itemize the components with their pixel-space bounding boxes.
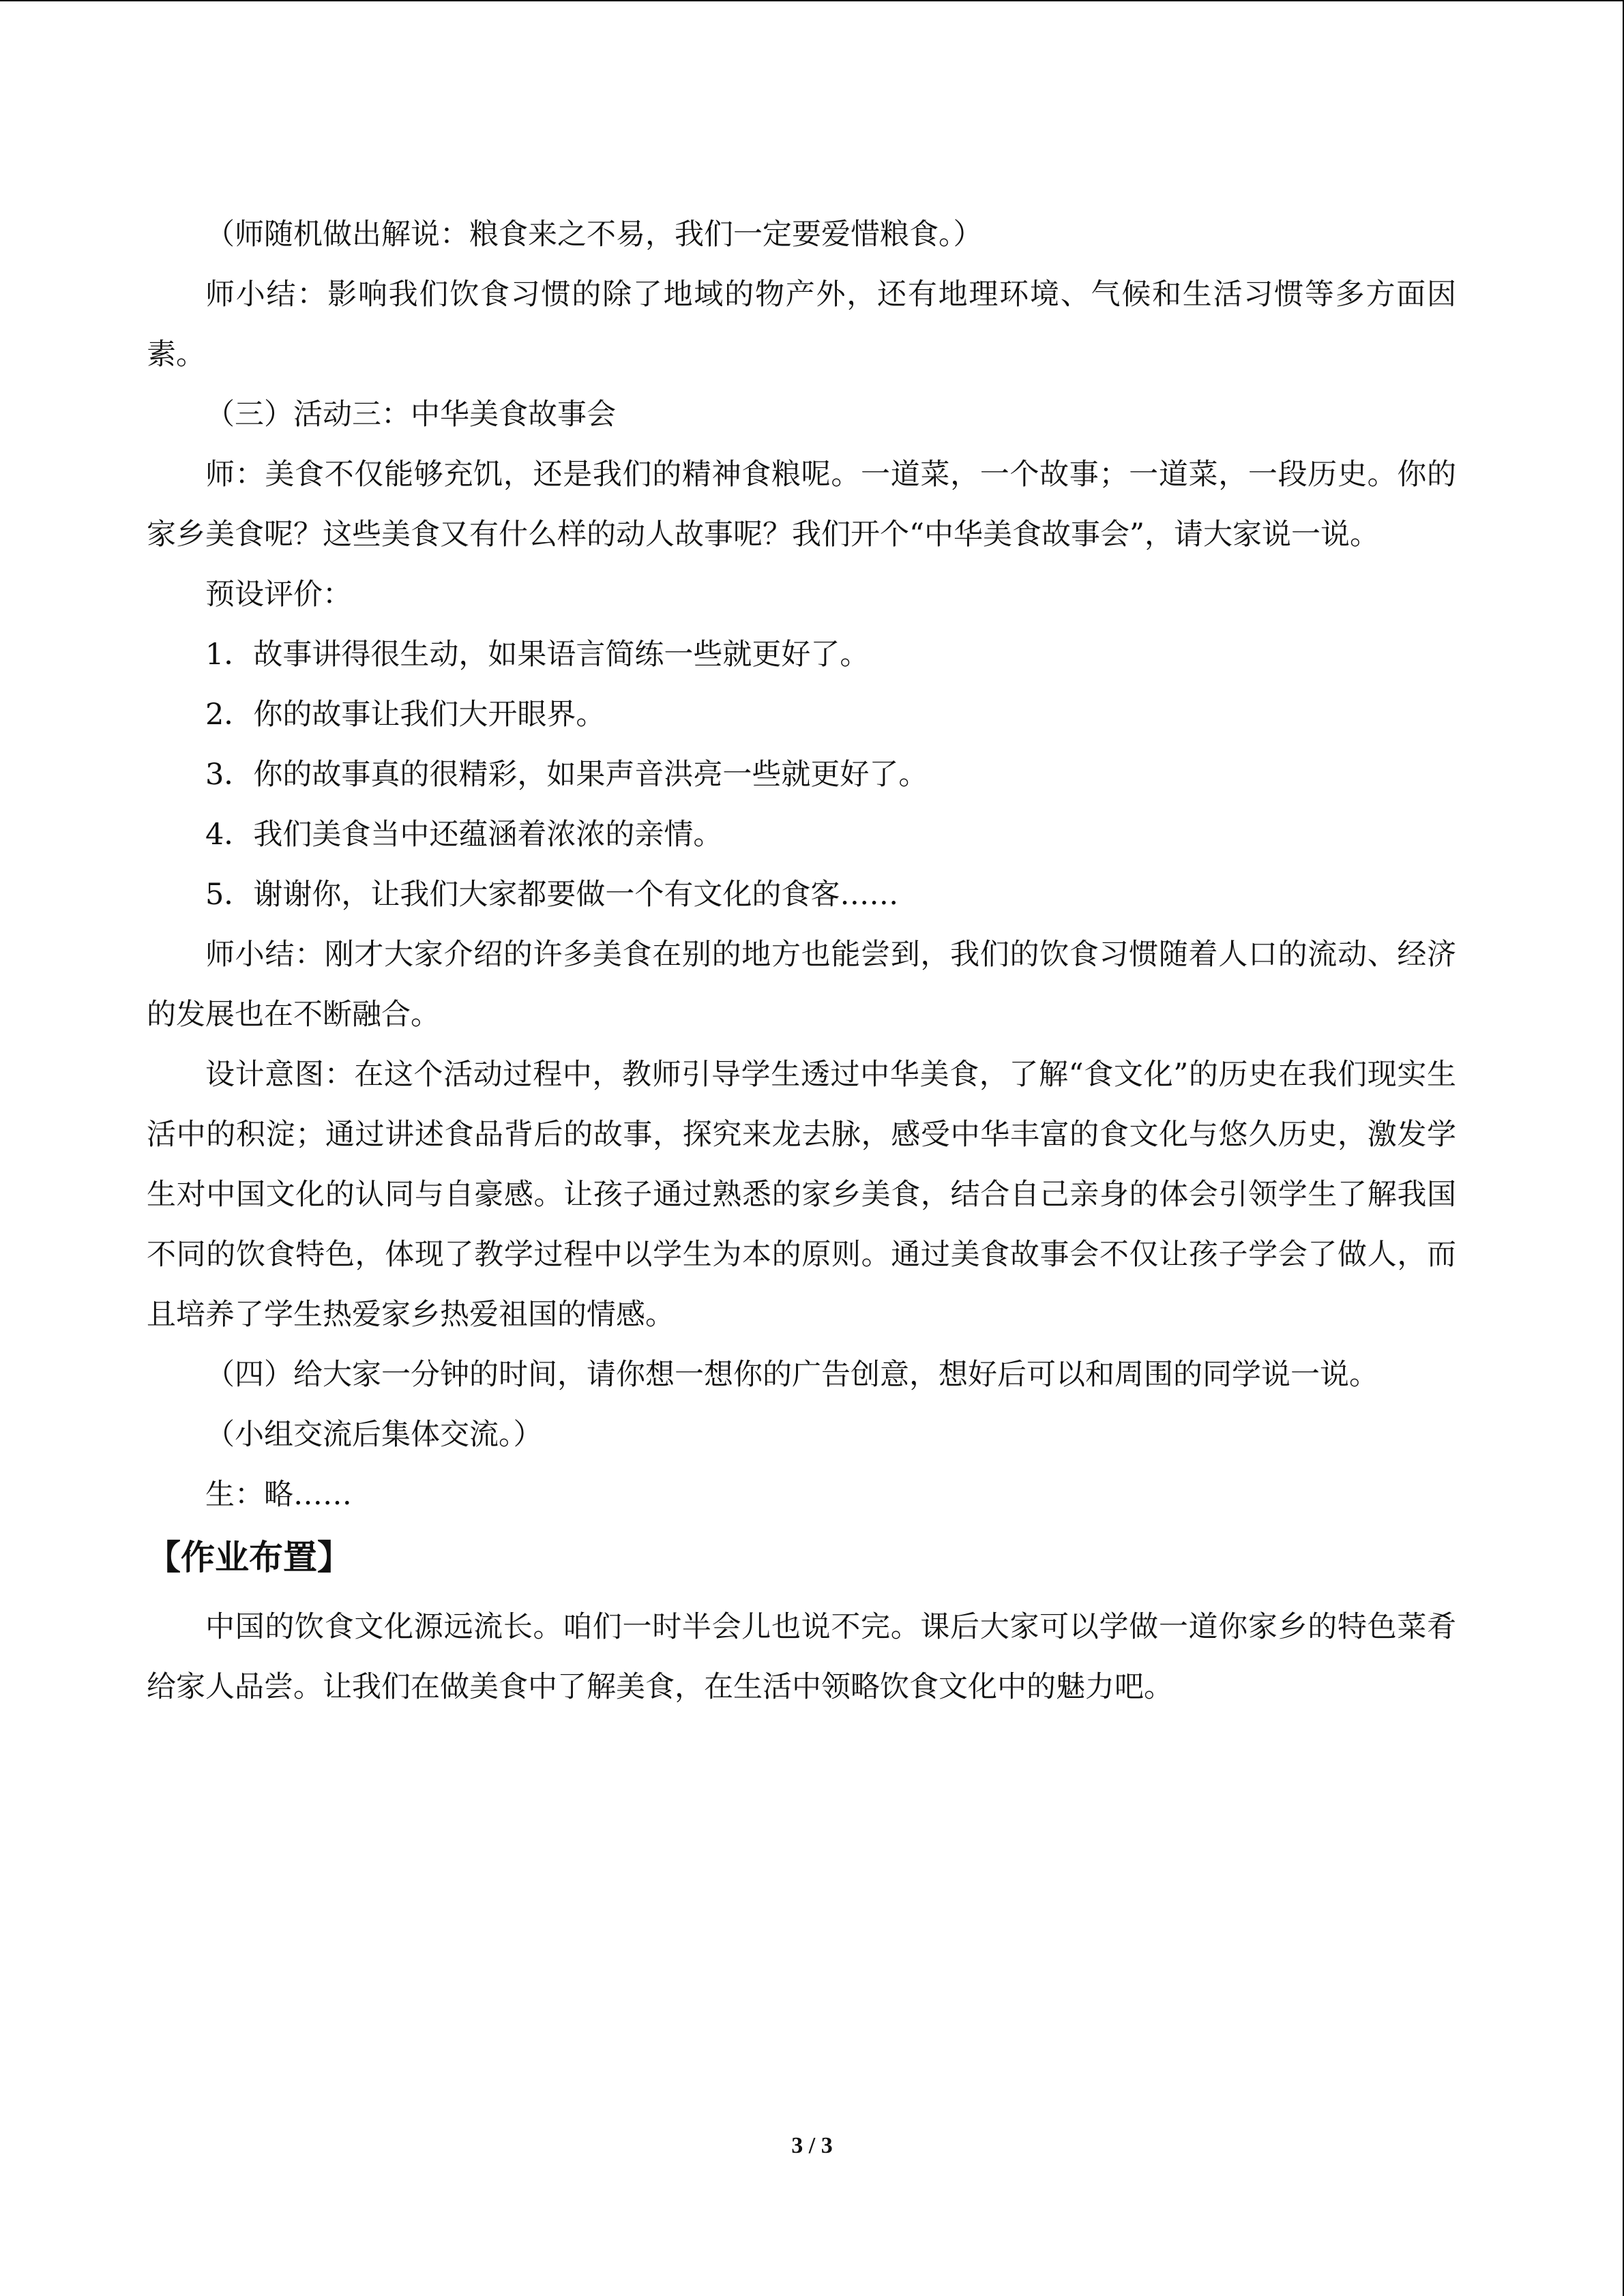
paragraph-teacher-explanation: （师随机做出解说：粮食来之不易，我们一定要爱惜粮食。）	[205, 218, 983, 252]
document-body	[147, 205, 1456, 1717]
paragraph-activity-four: （四）给大家一分钟的时间，请你想一想你的广告创意，想好后可以和周围的同学说一说。	[205, 1358, 1378, 1392]
paragraph-design-intent: 设计意图：在这个活动过程中，教师引导学生透过中华美食，了解“食文化”的历史在我们现实生活中的积淀；通过讲述食品背后的故事，探究来龙去脉，感受中华丰富的食文化与悠久历史，激发学生对中国文化的认同与自豪感。让孩子通过熟悉的家乡美食，结合自己亲身的体会引领学生了解我国不同的饮食特色，体现了教学过程中以学生为本的原则。通过美食故事会不仅让孩子学会了做人，而且培养了学生热爱家乡热爱祖国的情感。	[147, 1058, 1456, 1332]
paragraph-preset-evaluation: 预设评价：	[205, 578, 352, 612]
paragraph-teacher-summary-1: 师小结：影响我们饮食习惯的除了地域的物产外，还有地理环境、气候和生活习惯等多方面因素。	[147, 278, 1456, 372]
paragraph-group-exchange: （小组交流后集体交流。）	[205, 1418, 543, 1452]
list-item-evaluation-5: 5．谢谢你，让我们大家都要做一个有文化的食客……	[205, 878, 899, 912]
paragraph-teacher-summary-2: 师小结：刚才大家介绍的许多美食在别的地方也能尝到，我们的饮食习惯随着人口的流动、经济的发展也在不断融合。	[147, 938, 1456, 1032]
paragraph-teacher-intro: 师：美食不仅能够充饥，还是我们的精神食粮呢。一道菜，一个故事；一道菜，一段历史。你的家乡美食呢？这些美食又有什么样的动人故事呢？我们开个“中华美食故事会”，请大家说一说。	[147, 458, 1456, 552]
paragraph-student-response: 生：略……	[205, 1478, 352, 1512]
page-number: 3 / 3	[791, 2133, 833, 2158]
list-item-evaluation-2: 2．你的故事让我们大开眼界。	[205, 698, 606, 732]
list-item-evaluation-4: 4．我们美食当中还蕴涵着浓浓的亲情。	[205, 818, 723, 852]
homework-heading: 【作业布置】	[147, 1538, 351, 1577]
paragraph-homework: 中国的饮食文化源远流长。咱们一时半会儿也说不完。课后大家可以学做一道你家乡的特色菜肴给家人品尝。让我们在做美食中了解美食，在生活中领略饮食文化中的魅力吧。	[147, 1610, 1456, 1704]
list-item-evaluation-3: 3．你的故事真的很精彩，如果声音洪亮一些就更好了。	[205, 758, 928, 792]
paragraph-activity-three-title: （三）活动三：中华美食故事会	[205, 398, 616, 432]
list-item-evaluation-1: 1．故事讲得很生动，如果语言简练一些就更好了。	[205, 638, 870, 672]
